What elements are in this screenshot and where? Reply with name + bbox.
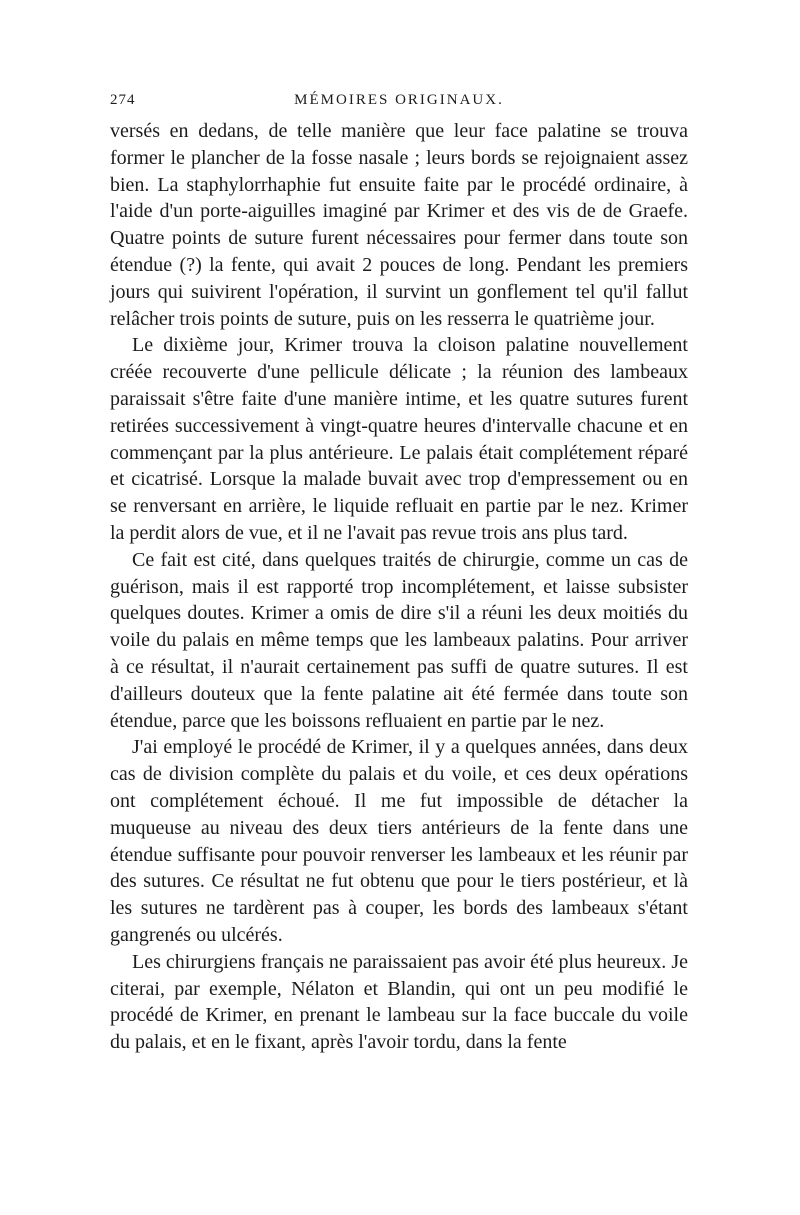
paragraph-3: Ce fait est cité, dans quelques traités de chirurgie, comme un cas de guérison, mais il est rapporté trop incomplétement, et laisse subsister quelques doutes. Krimer a omis de dire s'il a réuni les deux moitiés du voile du palais en même temps que les lambeaux palatins. Pour arriver à ce résultat, il n'aurait certainement pas suffi de quatre sutures. Il est d'ailleurs douteux que la fente palatine ait été fermée dans toute son étendue, parce que les boissons refluaient en partie par le nez.: [110, 548, 688, 732]
paragraph-1: versés en dedans, de telle manière que leur face palatine se trouva former le plancher de la fosse nasale ; leurs bords se rejoignaient assez bien. La staphylorrhaphie fut ensuite faite par le procédé ordinaire, à l'aide d'un porte-aiguilles imaginé par Krimer et des vis de de Graefe. Quatre points de suture furent nécessaires pour fermer dans toute son étendue (?) la fente, qui avait 2 pouces de long. Pendant les premiers jours qui suivirent l'opération, il survint un gonflement tel qu'il fallut relâcher trois points de suture, puis on les resserra le quatrième jour.: [110, 120, 688, 330]
page-number: 274: [110, 92, 136, 108]
running-title: MÉMOIRES ORIGINAUX.: [294, 92, 504, 108]
paragraph-5: Les chirurgiens français ne paraissaient pas avoir été plus heureux. Je citerai, par exemple, Nélaton et Blandin, qui ont un peu modifié le procédé de Krimer, en prenant le lambeau sur la face buccale du voile du palais, et en le fixant, après l'avoir tordu, dans la fente: [110, 950, 688, 1054]
running-header: [110, 92, 688, 118]
body-text: [110, 118, 688, 1056]
paragraph-2: Le dixième jour, Krimer trouva la cloison palatine nouvellement créée recouverte d'une pellicule délicate ; la réunion des lambeaux paraissait s'être faite d'une manière intime, et les quatre sutures furent retirées successivement à vingt-quatre heures d'intervalle chacune et en commençant par la plus antérieure. Le palais était complétement réparé et cicatrisé. Lorsque la malade buvait avec trop d'empressement ou en se renversant en arrière, le liquide refluait en partie par le nez. Krimer la perdit alors de vue, et il ne l'avait pas revue trois ans plus tard.: [110, 334, 688, 544]
paragraph-4: J'ai employé le procédé de Krimer, il y a quelques années, dans deux cas de division complète du palais et du voile, et ces deux opérations ont complétement échoué. Il me fut impossible de détacher la muqueuse au niveau des deux tiers antérieurs de la fente dans une étendue suffisante pour pouvoir renverser les lambeaux et les réunir par des sutures. Ce résultat ne fut obtenu que pour le tiers postérieur, et là les sutures ne tardèrent pas à couper, les bords des lambeaux s'étant gangrenés ou ulcérés.: [110, 736, 688, 946]
book-page: [110, 92, 688, 1056]
